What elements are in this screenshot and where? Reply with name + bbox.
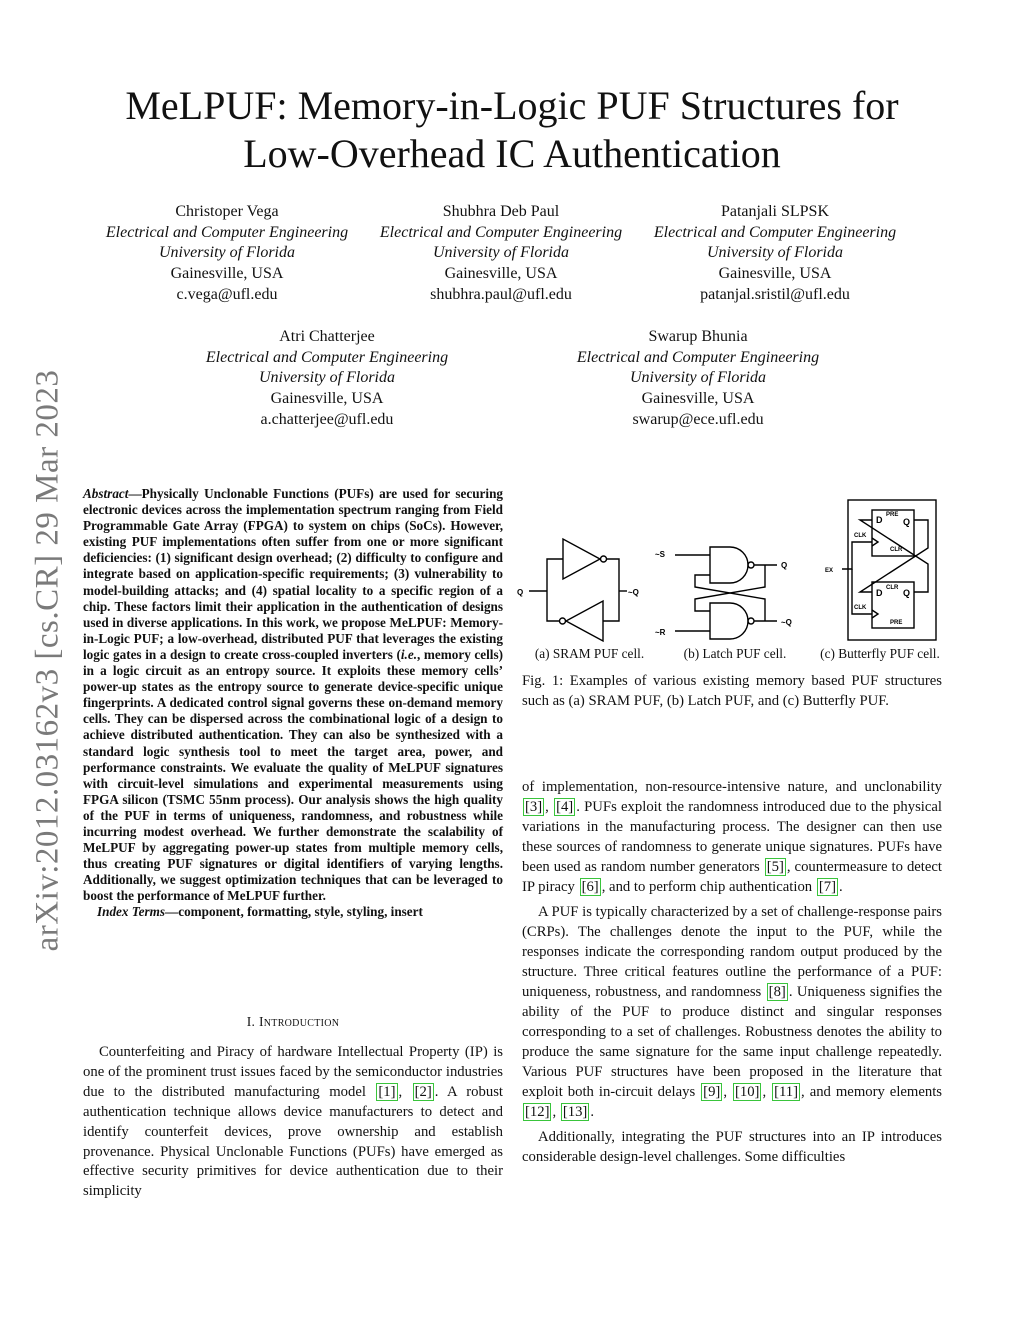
title-line-1: MeLPUF: Memory-in-Logic PUF Structures for — [125, 83, 899, 128]
butterfly-clk-top — [872, 538, 878, 546]
abstract — [83, 486, 503, 921]
col2-text: of implementation, non-resource-intensive nature, and unclonability — [522, 779, 942, 795]
paper-title — [60, 82, 964, 178]
abstract-ie: i.e. — [400, 646, 417, 662]
citation-link[interactable]: [10] — [734, 1083, 760, 1100]
subcaption-c: (c) Butterfly PUF cell. — [820, 646, 940, 661]
author-dept: Electrical and Computer Engineering — [653, 223, 897, 241]
author-dept: Electrical and Computer Engineering — [379, 223, 623, 241]
section-heading-introduction — [83, 1014, 503, 1030]
author-name: Christoper Vega — [175, 203, 279, 220]
author-email: patanjal.sristil@ufl.edu — [700, 285, 850, 303]
col2-text: . Uniqueness signifies the ability of the PUF to produce distinct and singular responses corresponding to a set of challenges. Robustness denotes the ability to produce the same signature for the same input challenge repeatedly. Various PUF structures have been proposed in the literature that exploit both in-circuit delays — [522, 984, 942, 1100]
latch-nand-bottom — [710, 603, 748, 639]
sram-inverter-top — [563, 539, 600, 579]
author-location: Gainesville, USA — [170, 265, 284, 283]
author-dept: Electrical and Computer Engineering — [205, 348, 449, 366]
sram-label-nq: ~Q — [628, 588, 639, 597]
author-univ: University of Florida — [433, 244, 569, 262]
abstract-text-2: , memory cells) in a logic circuit as an entropy source. It exploits these memory cells’ power-up states as the entropy source to generate device-specific unique fingerprints. A dedicated control signal governs these on-demand memory cells. They can be dispersed across the combinational logic of a design to achieve distributed authentication. They can also be synthesized with a standard logic synthesis tool to meet the target area, power, and performance constraints. We evaluate the quality of MeLPUF signatures with circuit-level simulations and experimental measurements using FPGA silicon (TSMC 55nm process). Our analysis shows the high quality of the PUF in terms of uniqueness, randomness, and robustness while incurring modest overhead. We further demonstrate the scalability of MeLPUF by aggregating power-up states from multiple memory cells, thus creating PUF signatures or digital identifiers of varying lengths. Additionally, we suggest optimization techniques that can be leveraged to boost the performance of MeLPUF further. — [83, 646, 503, 904]
author-block-2 — [366, 202, 636, 306]
author-email: a.chatterjee@ufl.edu — [260, 410, 394, 428]
citation-link[interactable]: [8] — [768, 984, 786, 1001]
author-univ: University of Florida — [159, 244, 295, 262]
index-terms-label: Index Terms — [97, 904, 166, 920]
butterfly-label-ex: EX — [825, 568, 834, 574]
author-univ: University of Florida — [259, 369, 395, 387]
latch-cross-2 — [695, 575, 765, 621]
citation-link[interactable]: [2] — [414, 1083, 432, 1100]
butterfly-wire-ex — [842, 542, 872, 569]
index-terms-text: —component, formatting, style, styling, insert — [165, 904, 423, 920]
author-block-3 — [640, 202, 910, 306]
author-block-1 — [92, 202, 362, 306]
col2-text: A PUF is typically characterized by a set of challenge-response pairs (CRPs). The challenges denote the input to the PUF, while the responses indicate the corresponding random output produced by the structure. Three critical features outline the performance of a PUF: uniqueness, robustness, and randomness — [522, 904, 942, 1001]
figure-caption: Fig. 1: Examples of various existing memory based PUF structures such as (a) SRAM PUF, (b) Latch PUF, and (c) Butterfly PUF. — [522, 673, 942, 709]
figure-1 — [515, 496, 955, 666]
citation-link[interactable]: [1] — [378, 1083, 396, 1100]
author-block-5 — [563, 327, 833, 431]
author-email: c.vega@ufl.edu — [176, 285, 278, 303]
abstract-paragraph — [83, 486, 503, 904]
sram-label-q: Q — [517, 588, 524, 597]
author-dept: Electrical and Computer Engineering — [105, 223, 349, 241]
author-location: Gainesville, USA — [444, 265, 558, 283]
abstract-label: Abstract — [83, 486, 129, 501]
sram-wire-right — [603, 559, 619, 621]
citation-link[interactable]: [7] — [818, 878, 836, 895]
author-name: Shubhra Deb Paul — [442, 203, 560, 220]
latch-label-r: ~R — [655, 628, 666, 637]
citation-link[interactable]: [11] — [774, 1083, 799, 1100]
col2-text: , — [552, 1103, 560, 1120]
butterfly-label-d-top: D — [876, 515, 883, 525]
intro-text: , — [398, 1083, 412, 1100]
butterfly-label-pre-bottom: PRE — [890, 620, 903, 626]
author-dept: Electrical and Computer Engineering — [576, 348, 820, 366]
latch-nand-top — [710, 547, 748, 583]
subcaption-b: (b) Latch PUF cell. — [683, 646, 787, 661]
citation-link[interactable]: [13] — [562, 1103, 588, 1120]
citation-link[interactable]: [9] — [703, 1083, 721, 1100]
col2-text: . PUFs exploit the randomness introduced due to the physical variations in the manufacturing process. The designer can then use these sources of randomness to generate unique signatures. PUFs have been used as random number generators — [522, 798, 942, 875]
citation-link[interactable]: [3] — [525, 798, 543, 815]
intro-paragraph — [83, 1043, 503, 1202]
author-name: Patanjali SLPSK — [720, 203, 829, 220]
col2-text: , countermeasure to detect IP piracy — [522, 858, 943, 895]
citation-link[interactable]: [12] — [525, 1103, 550, 1120]
latch-label-nq: ~Q — [781, 618, 792, 627]
author-email: swarup@ece.ufl.edu — [632, 410, 764, 428]
title-line-2: Low-Overhead IC Authentication — [243, 131, 781, 176]
butterfly-label-clk-top: CLK — [854, 533, 867, 539]
butterfly-label-clr-top: CLR — [890, 547, 903, 553]
latch-label-s: ~S — [655, 550, 666, 559]
intro-text: Counterfeiting and Piracy of hardware Intellectual Property (IP) is one of the prominent trust issues faced by the semiconductor industries due to the distributed manufacturing model — [83, 1044, 503, 1100]
butterfly-label-q-top: Q — [903, 517, 911, 527]
latch-puf-diagram — [655, 541, 805, 646]
col2-paragraph-3: Additionally, integrating the PUF structures into an IP introduces considerable design-level challenges. Some difficulties — [522, 1129, 942, 1166]
citation-link[interactable]: [4] — [556, 798, 574, 815]
author-univ: University of Florida — [630, 369, 766, 387]
arxiv-side-label: arXiv:2012.03162v3 [cs.CR] 29 Mar 2023 — [29, 369, 66, 951]
col2-paragraph-2 — [522, 903, 942, 1122]
butterfly-label-q-bottom: Q — [903, 588, 911, 598]
author-name: Atri Chatterjee — [279, 328, 375, 345]
section-number: I. — [246, 1014, 259, 1029]
butterfly-label-clr-bottom: CLR — [886, 585, 899, 591]
col2-paragraph-1 — [522, 778, 942, 897]
index-terms — [83, 904, 503, 920]
col2-text: , and memory elements — [801, 1083, 943, 1100]
butterfly-clk-bottom — [872, 610, 878, 618]
section-title: Introduction — [258, 1014, 340, 1029]
author-univ: University of Florida — [707, 244, 843, 262]
citation-link[interactable]: [5] — [766, 858, 784, 875]
col2-text: . — [838, 878, 843, 895]
right-column-text — [522, 778, 942, 1168]
butterfly-label-clk-bottom: CLK — [854, 605, 867, 611]
sram-inverter-bottom — [566, 601, 603, 641]
col2-text: , — [723, 1083, 732, 1100]
sram-puf-diagram — [515, 531, 650, 646]
abstract-text-1: —Physically Unclonable Functions (PUFs) are used for securing electronic devices across the implementation spectrum ranging from Field Programmable Gate Array (FPGA) to system on chips (SoCs). However, existing PUF implementations often suffer from one or more significant deficiencies: (1) significant design overhead; (2) difficulty to configure and integrate based on application-specific requirements; (3) vulnerability to model-building attacks; and (4) spatial locality to a specific region of a chip. These factors limit their application in the authentication of designs used in diverse applications. In this work, we propose MeLPUF: Memory-in-Logic PUF; a low-overhead, distributed PUF that leverages the existing logic gates in a design to create cross-coupled inverters ( — [83, 486, 503, 662]
intro-text: . A robust authentication technique allows device manufacturers to detect and identify counterfeit devices, prove ownership and establish provenance. Physical Unclonable Functions (PUFs) have emerged as effective security primitives for device authentication due to their simplicity — [83, 1083, 503, 1200]
butterfly-label-d-bottom: D — [876, 588, 883, 598]
col2-text: , and to perform chip authentication — [601, 878, 816, 895]
butterfly-label-pre-top: PRE — [886, 512, 899, 518]
author-location: Gainesville, USA — [270, 390, 384, 408]
col2-text: , — [762, 1083, 772, 1100]
author-block-4 — [192, 327, 462, 431]
latch-nand-bottom-bubble — [748, 618, 754, 624]
butterfly-puf-diagram — [820, 496, 950, 646]
author-email: shubhra.paul@ufl.edu — [430, 285, 572, 303]
author-location: Gainesville, USA — [718, 265, 832, 283]
author-location: Gainesville, USA — [641, 390, 755, 408]
subcaption-a: (a) SRAM PUF cell. — [534, 646, 645, 661]
latch-label-q: Q — [781, 561, 788, 570]
col2-text: , — [545, 798, 554, 815]
sram-wire-left — [547, 559, 563, 621]
author-name: Swarup Bhunia — [648, 328, 748, 345]
citation-link[interactable]: [6] — [581, 878, 599, 895]
latch-cross-1 — [695, 565, 765, 611]
latch-nand-top-bubble — [748, 562, 754, 568]
col2-text: . — [590, 1103, 594, 1120]
